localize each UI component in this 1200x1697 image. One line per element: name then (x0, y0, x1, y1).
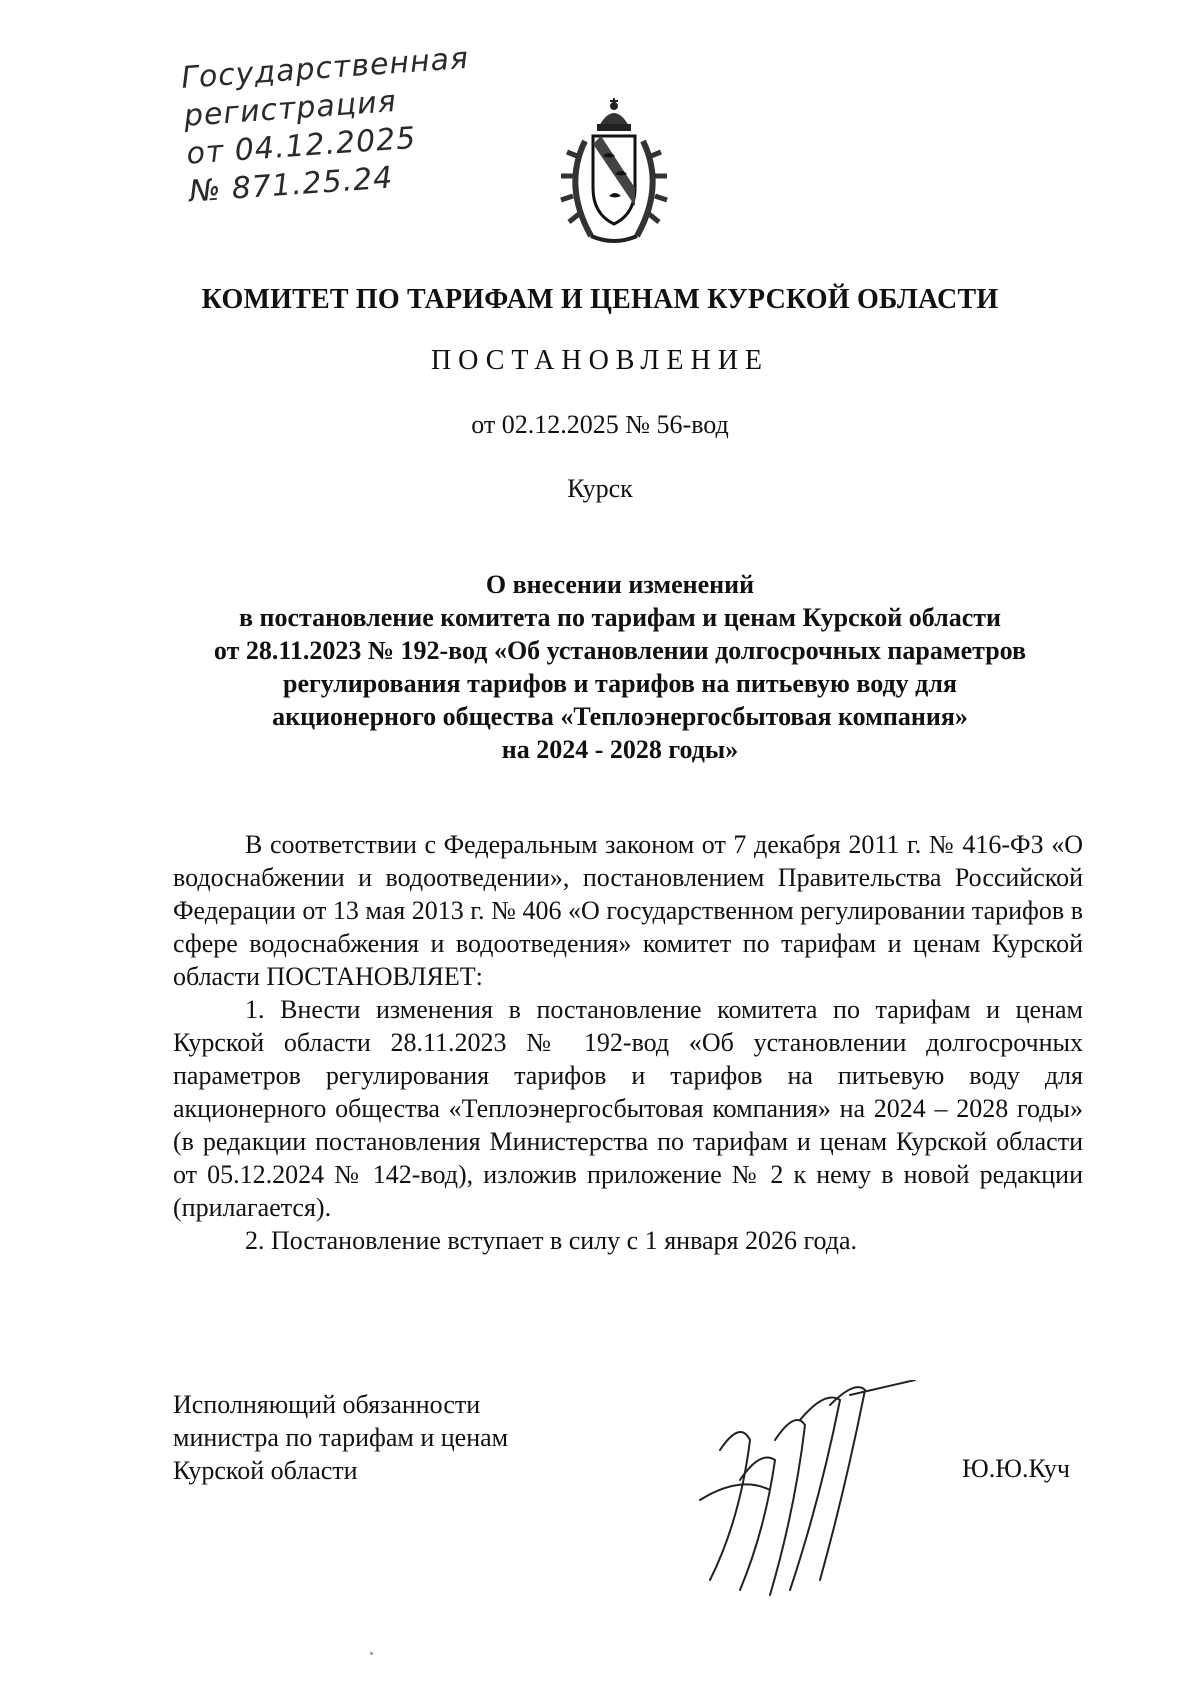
document-heading (160, 568, 1080, 766)
position-line: Курской области (173, 1456, 358, 1485)
document-date-number: от 02.12.2025 № 56-вод (471, 410, 729, 439)
document-body (173, 828, 1083, 1257)
position-line: министра по тарифам и ценам (173, 1423, 509, 1452)
heading-line: от 28.11.2023 № 192-вод «Об установлении долгосрочных параметров (213, 636, 1027, 665)
registration-note-line: № 871.25.24 (188, 160, 395, 210)
signatory-name: Ю.Ю.Куч (962, 1454, 1070, 1483)
handwritten-signature-icon (680, 1380, 920, 1600)
document-city: Курск (567, 474, 633, 503)
document-type: ПОСТАНОВЛЕНИЕ (430, 345, 770, 376)
signatory-position (173, 1388, 508, 1487)
registration-handwritten-note (180, 38, 510, 212)
item-2-paragraph: 2. Постановление вступает в силу с 1 января 2026 года. (245, 1226, 858, 1255)
scan-speck (370, 1652, 373, 1655)
heading-line: в постановление комитета по тарифам и ценам Курской области (239, 603, 1001, 632)
heading-line: на 2024 - 2028 годы» (501, 735, 739, 764)
item-1-paragraph: 1. Внести изменения в постановление комитета по тарифам и ценам Курской области 28.11.2023 № 192-вод «Об установлении долгосрочных параметров регулирования тарифов и тарифов на питьевую воду для акционерного общества «Теплоэнергосбытовая компания» на 2024 – 2028 годы» (в редакции постановления Министерства по тарифам и ценам Курской области от 05.12.2024 № 142-вод), изложив приложение № 2 к нему в новой редакции (прилагается). (173, 995, 1083, 1222)
registration-note-line: Государственная (180, 40, 471, 96)
organization-title: КОМИТЕТ ПО ТАРИФАМ И ЦЕНАМ КУРСКОЙ ОБЛАСТИ (201, 284, 999, 315)
preamble-paragraph: В соответствии с Федеральным законом от 7 декабря 2011 г. № 416-ФЗ «О водоснабжении и водоотведении», постановлением Правительства Российской Федерации от 13 мая 2013 г. № 406 «О государственном регулировании тарифов в сфере водоснабжения и водоотведения» комитет по тарифам и ценам Курской области ПОСТАНОВЛЯЕТ: (173, 830, 1083, 991)
position-line: Исполняющий обязанности (173, 1390, 481, 1419)
coat-of-arms-icon (555, 96, 673, 246)
registration-note-line: регистрация (182, 84, 398, 134)
heading-line: регулирования тарифов и тарифов на питьевую воду для (282, 669, 957, 698)
heading-line: О внесении изменений (485, 570, 755, 599)
heading-line: акционерного общества «Теплоэнергосбытовая компания» (272, 702, 968, 731)
registration-note-line: от 04.12.2025 (185, 120, 418, 172)
